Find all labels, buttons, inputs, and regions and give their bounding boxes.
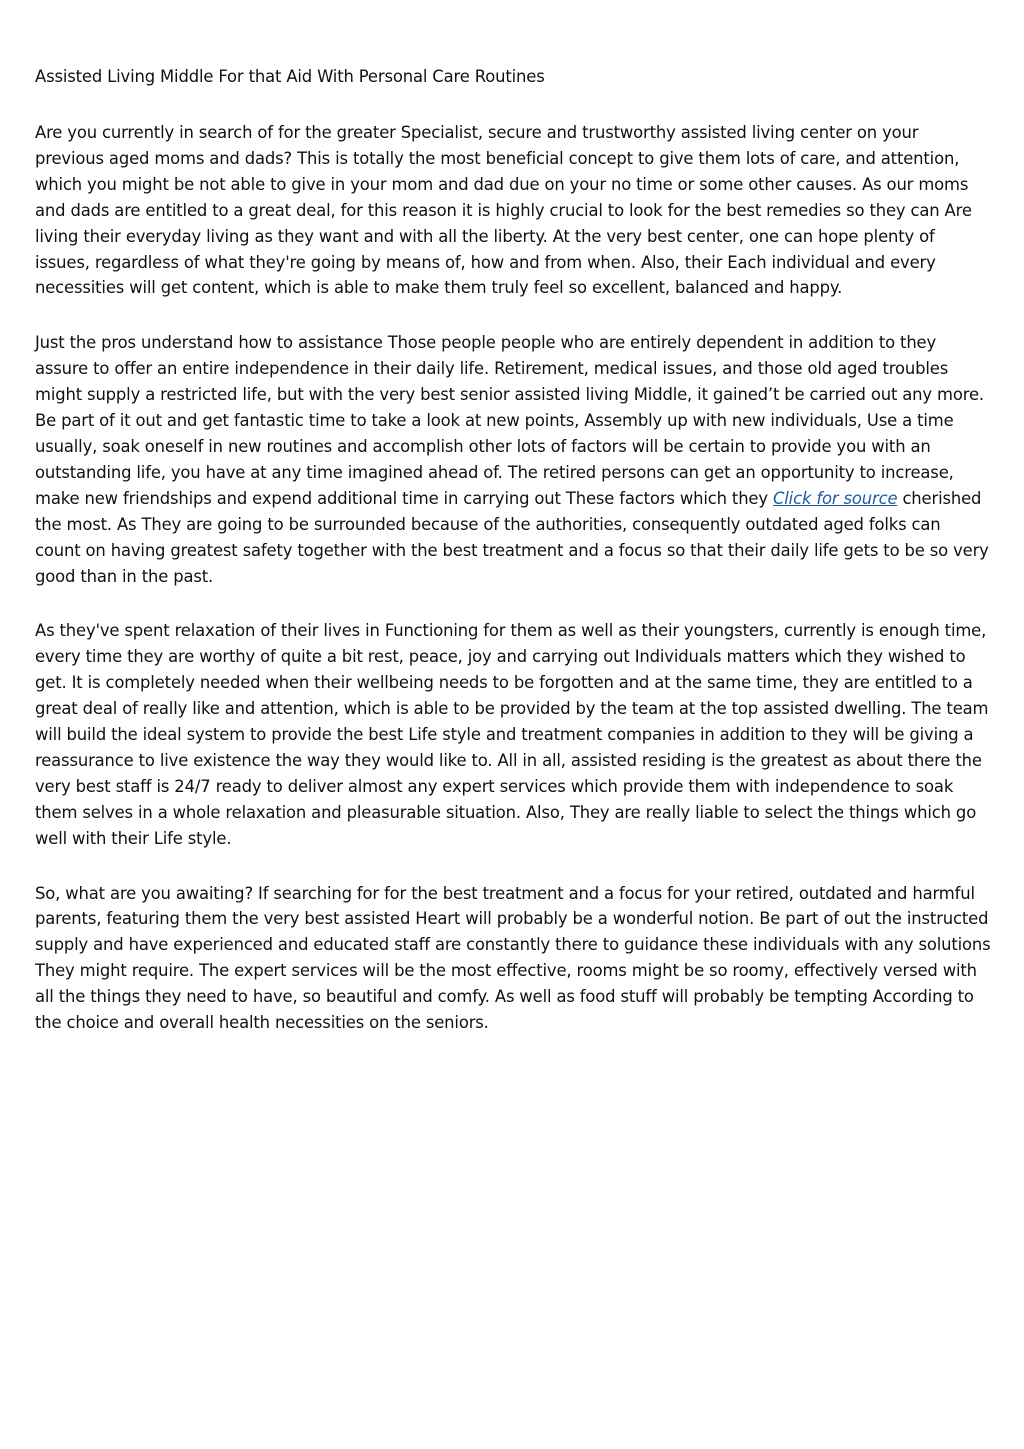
document-page [35, 62, 991, 1065]
paragraph-2-text-after: cherished the most. As They are going to be surrounded because of the authorities, consequently outdated aged folks can count on having greatest safety together with the best treatment and a focus so that their daily life gets to be so very good than in the past. [35, 488, 989, 586]
document-title: Assisted Living Middle For that Aid With Personal Care Routines [35, 67, 545, 86]
paragraph-2-text-before: Just the pros understand how to assistance Those people people who are entirely dependent in addition to they assure to offer an entire independence in their daily life. Retirement, medical issues, and those old aged troubles might supply a restricted life, but with the very best senior assisted living Middle, it gained’t be carried out any more. Be part of it out and get fantastic time to take a look at new points, Assembly up with new individuals, Use a time usually, soak oneself in new routines and accomplish other lots of factors will be certain to provide you with an outstanding life, you have at any time imagined ahead of. The retired persons can get an opportunity to increase, make new friendships and expend additional time in carrying out These factors which they [35, 333, 984, 508]
click-for-source-link[interactable]: Click for source [772, 488, 898, 508]
paragraph-4: So, what are you awaiting? If searching for for the best treatment and a focus for your retired, outdated and harmful parents, featuring them the very best assisted Heart will probably be a wonderful notion. Be part of out the instructed supply and have experienced and educated staff are constantly there to guidance these individuals with any solutions They might require. The expert services will be the most effective, rooms might be so roomy, effectively versed with all the things they need to have, so beautiful and comfy. As well as food stuff will probably be tempting According to the choice and overall health necessities on the seniors. [35, 883, 991, 1033]
paragraph-2 [35, 330, 991, 589]
paragraph-1: Are you currently in search of for the greater Specialist, secure and trustworthy assisted living center on your previous aged moms and dads? This is totally the most beneficial concept to give them lots of care, and attention, which you might be not able to give in your mom and dad due on your no time or some other causes. As our moms and dads are entitled to a great deal, for this reason it is highly crucial to look for the best remedies so they can Are living their everyday living as they want and with all the liberty. At the very best center, one can hope plenty of issues, regardless of what they're going by means of, how and from when. Also, their Each individual and every necessities will get content, which is able to make them truly feel so excellent, balanced and happy. [35, 123, 972, 298]
paragraph-3: As they've spent relaxation of their lives in Functioning for them as well as their youngsters, currently is enough time, every time they are worthy of quite a bit rest, peace, joy and carrying out Individuals matters which they wished to get. It is completely needed when their wellbeing needs to be forgotten and at the same time, they are entitled to a great deal of really like and attention, which is able to be provided by the team at the top assisted dwelling. The team will build the ideal system to provide the best Life style and treatment companies in addition to they will be giving a reassurance to live existence the way they would like to. All in all, assisted residing is the greatest as about there the very best staff is 24/7 ready to deliver almost any expert services which provide them with independence to soak them selves in a whole relaxation and pleasurable situation. Also, They are really liable to select the things which go well with their Life style. [35, 621, 989, 848]
